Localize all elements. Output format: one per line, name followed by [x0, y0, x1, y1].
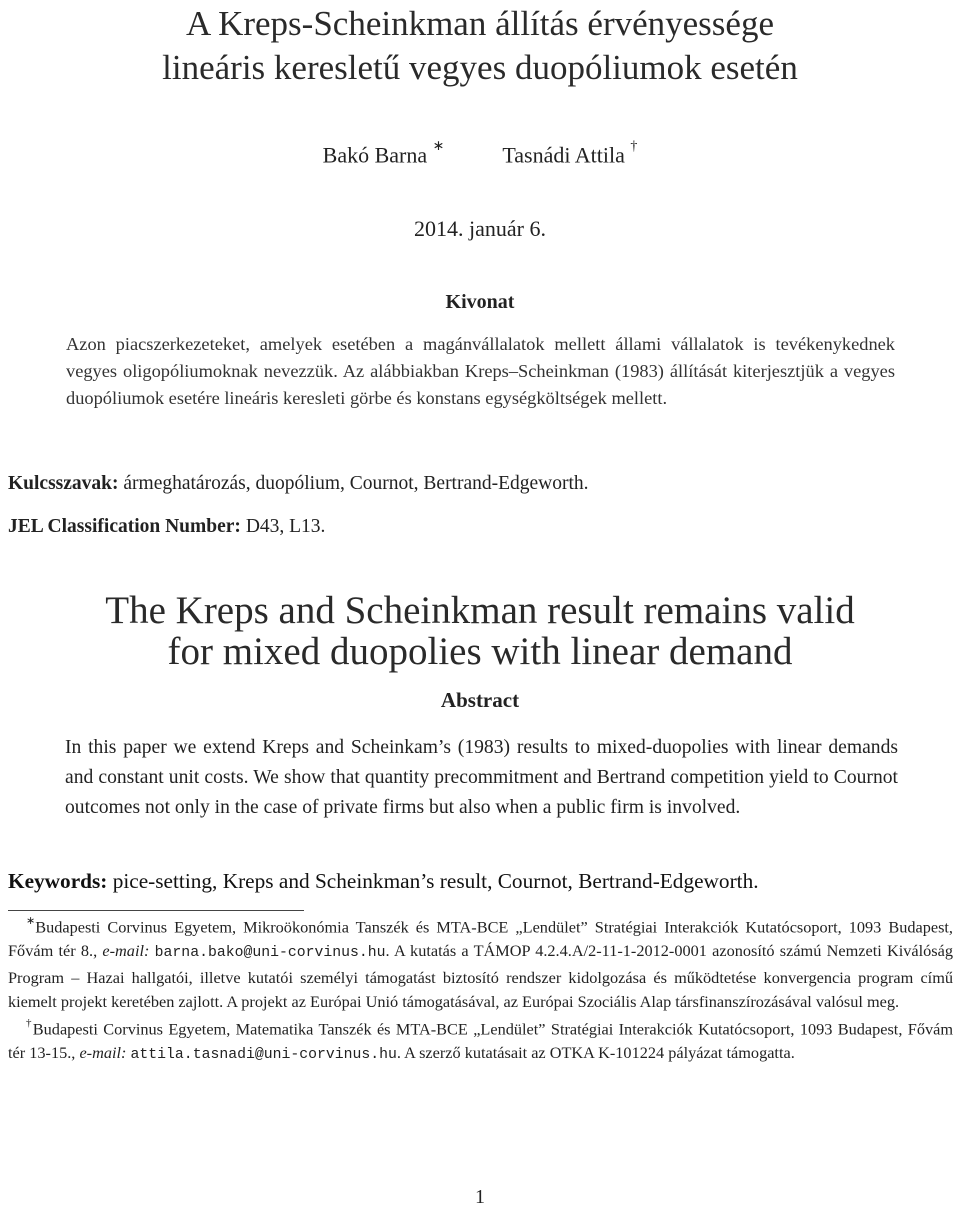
jel-codes: D43, L13. — [245, 516, 326, 537]
english-title-line-2: for mixed duopolies with linear demand — [167, 630, 793, 673]
hungarian-title-line-2: lineáris keresletű vegyes duopóliumok esetén — [162, 48, 798, 87]
footnote-1-mark: ∗ — [26, 915, 36, 927]
jel-label: JEL Classification Number: — [8, 516, 241, 537]
english-title — [0, 590, 960, 672]
footnote-2 — [8, 1014, 953, 1068]
hungarian-keywords-text: ármeghatározás, duopólium, Cournot, Bertrand-Edgeworth. — [123, 473, 589, 494]
author-1-footnote-mark: ∗ — [432, 139, 445, 154]
hungarian-keywords — [8, 470, 948, 498]
english-abstract-heading: Abstract — [440, 688, 520, 712]
author-list — [0, 136, 960, 170]
english-keywords — [8, 866, 953, 896]
footnotes — [8, 912, 953, 1068]
author-2 — [502, 136, 637, 170]
page-number: 1 — [475, 1186, 485, 1208]
footnote-1-affiliation: Budapesti Corvinus Egyetem, Mikroökonómia Tanszék és MTA-BCE „Lendület” Stratégiai Interakciók Kutatócsoport, 1093 Budapest, Fővám tér 8., — [8, 917, 953, 961]
footnote-2-email-label: e-mail: — [79, 1043, 127, 1063]
footnote-1-email-label: e-mail: — [102, 941, 150, 961]
footnote-1-email-link[interactable]: barna.bako@uni-corvinus.hu — [154, 945, 386, 962]
footnote-2-mark: † — [26, 1017, 33, 1030]
footnote-2-affiliation: Budapesti Corvinus Egyetem, Matematika Tanszék és MTA-BCE „Lendület” Stratégiai Interakciók Kutatócsoport, 1093 Budapest, Fővám tér 13-15., — [8, 1019, 953, 1063]
author-2-name: Tasnádi Attila — [502, 142, 625, 168]
footnote-1 — [8, 912, 953, 1014]
hungarian-title-line-1: A Kreps-Scheinkman állítás érvényessége — [185, 4, 774, 43]
footnote-divider — [8, 910, 304, 911]
hungarian-title — [0, 2, 960, 90]
author-2-footnote-mark: † — [630, 139, 638, 154]
english-title-line-1: The Kreps and Scheinkman result remains valid — [105, 589, 855, 632]
english-keywords-text: pice-setting, Kreps and Scheinkman’s result, Cournot, Bertrand-Edgeworth. — [112, 869, 759, 893]
footnote-1-funding: . A kutatás a TÁMOP 4.2.4.A/2-11-1-2012-0001 azonosító számú Nemzeti Kiválóság Program – Hazai hallgatói, illetve kutatói személyi támogatást biztosító rendszer kidolgozása és működtetése konvergencia program című kiemelt projekt keretében zajlott. A projekt az Európai Unió támogatásával, az Európai Szociális Alap társfinanszírozásával valósul meg. — [8, 941, 954, 1012]
hungarian-abstract-text: Azon piacszerkezeteket, amelyek esetében a magánvállalatok mellett állami vállalatok is tevékenykednek vegyes oligopóliumoknak nevezzük. Az alábbiakban Kreps–Scheinkman (1983) állítását kiterjesztjük a vegyes duopóliumok esetére lineáris keresleti görbe és konstans egységköltségek mellett. — [66, 334, 895, 408]
english-keywords-label: Keywords: — [8, 869, 108, 893]
author-1-name: Bakó Barna — [322, 142, 428, 168]
hungarian-abstract-heading: Kivonat — [445, 291, 515, 313]
footnote-2-funding: . A szerző kutatásait az OTKA K-101224 pályázat támogatta. — [396, 1043, 795, 1063]
english-abstract-text: In this paper we extend Kreps and Scheinkam’s (1983) results to mixed-duopolies with linear demands and constant unit costs. We show that quantity precommitment and Bertrand competition yield to Cournot outcomes not only in the case of private firms but also when a public firm is involved. — [65, 737, 898, 818]
jel-classification — [8, 513, 948, 541]
footnote-2-email-link[interactable]: attila.tasnadi@uni-corvinus.hu — [130, 1047, 397, 1064]
publication-date: 2014. január 6. — [414, 216, 546, 241]
hungarian-keywords-label: Kulcsszavak: — [8, 473, 119, 494]
author-1 — [323, 136, 445, 170]
